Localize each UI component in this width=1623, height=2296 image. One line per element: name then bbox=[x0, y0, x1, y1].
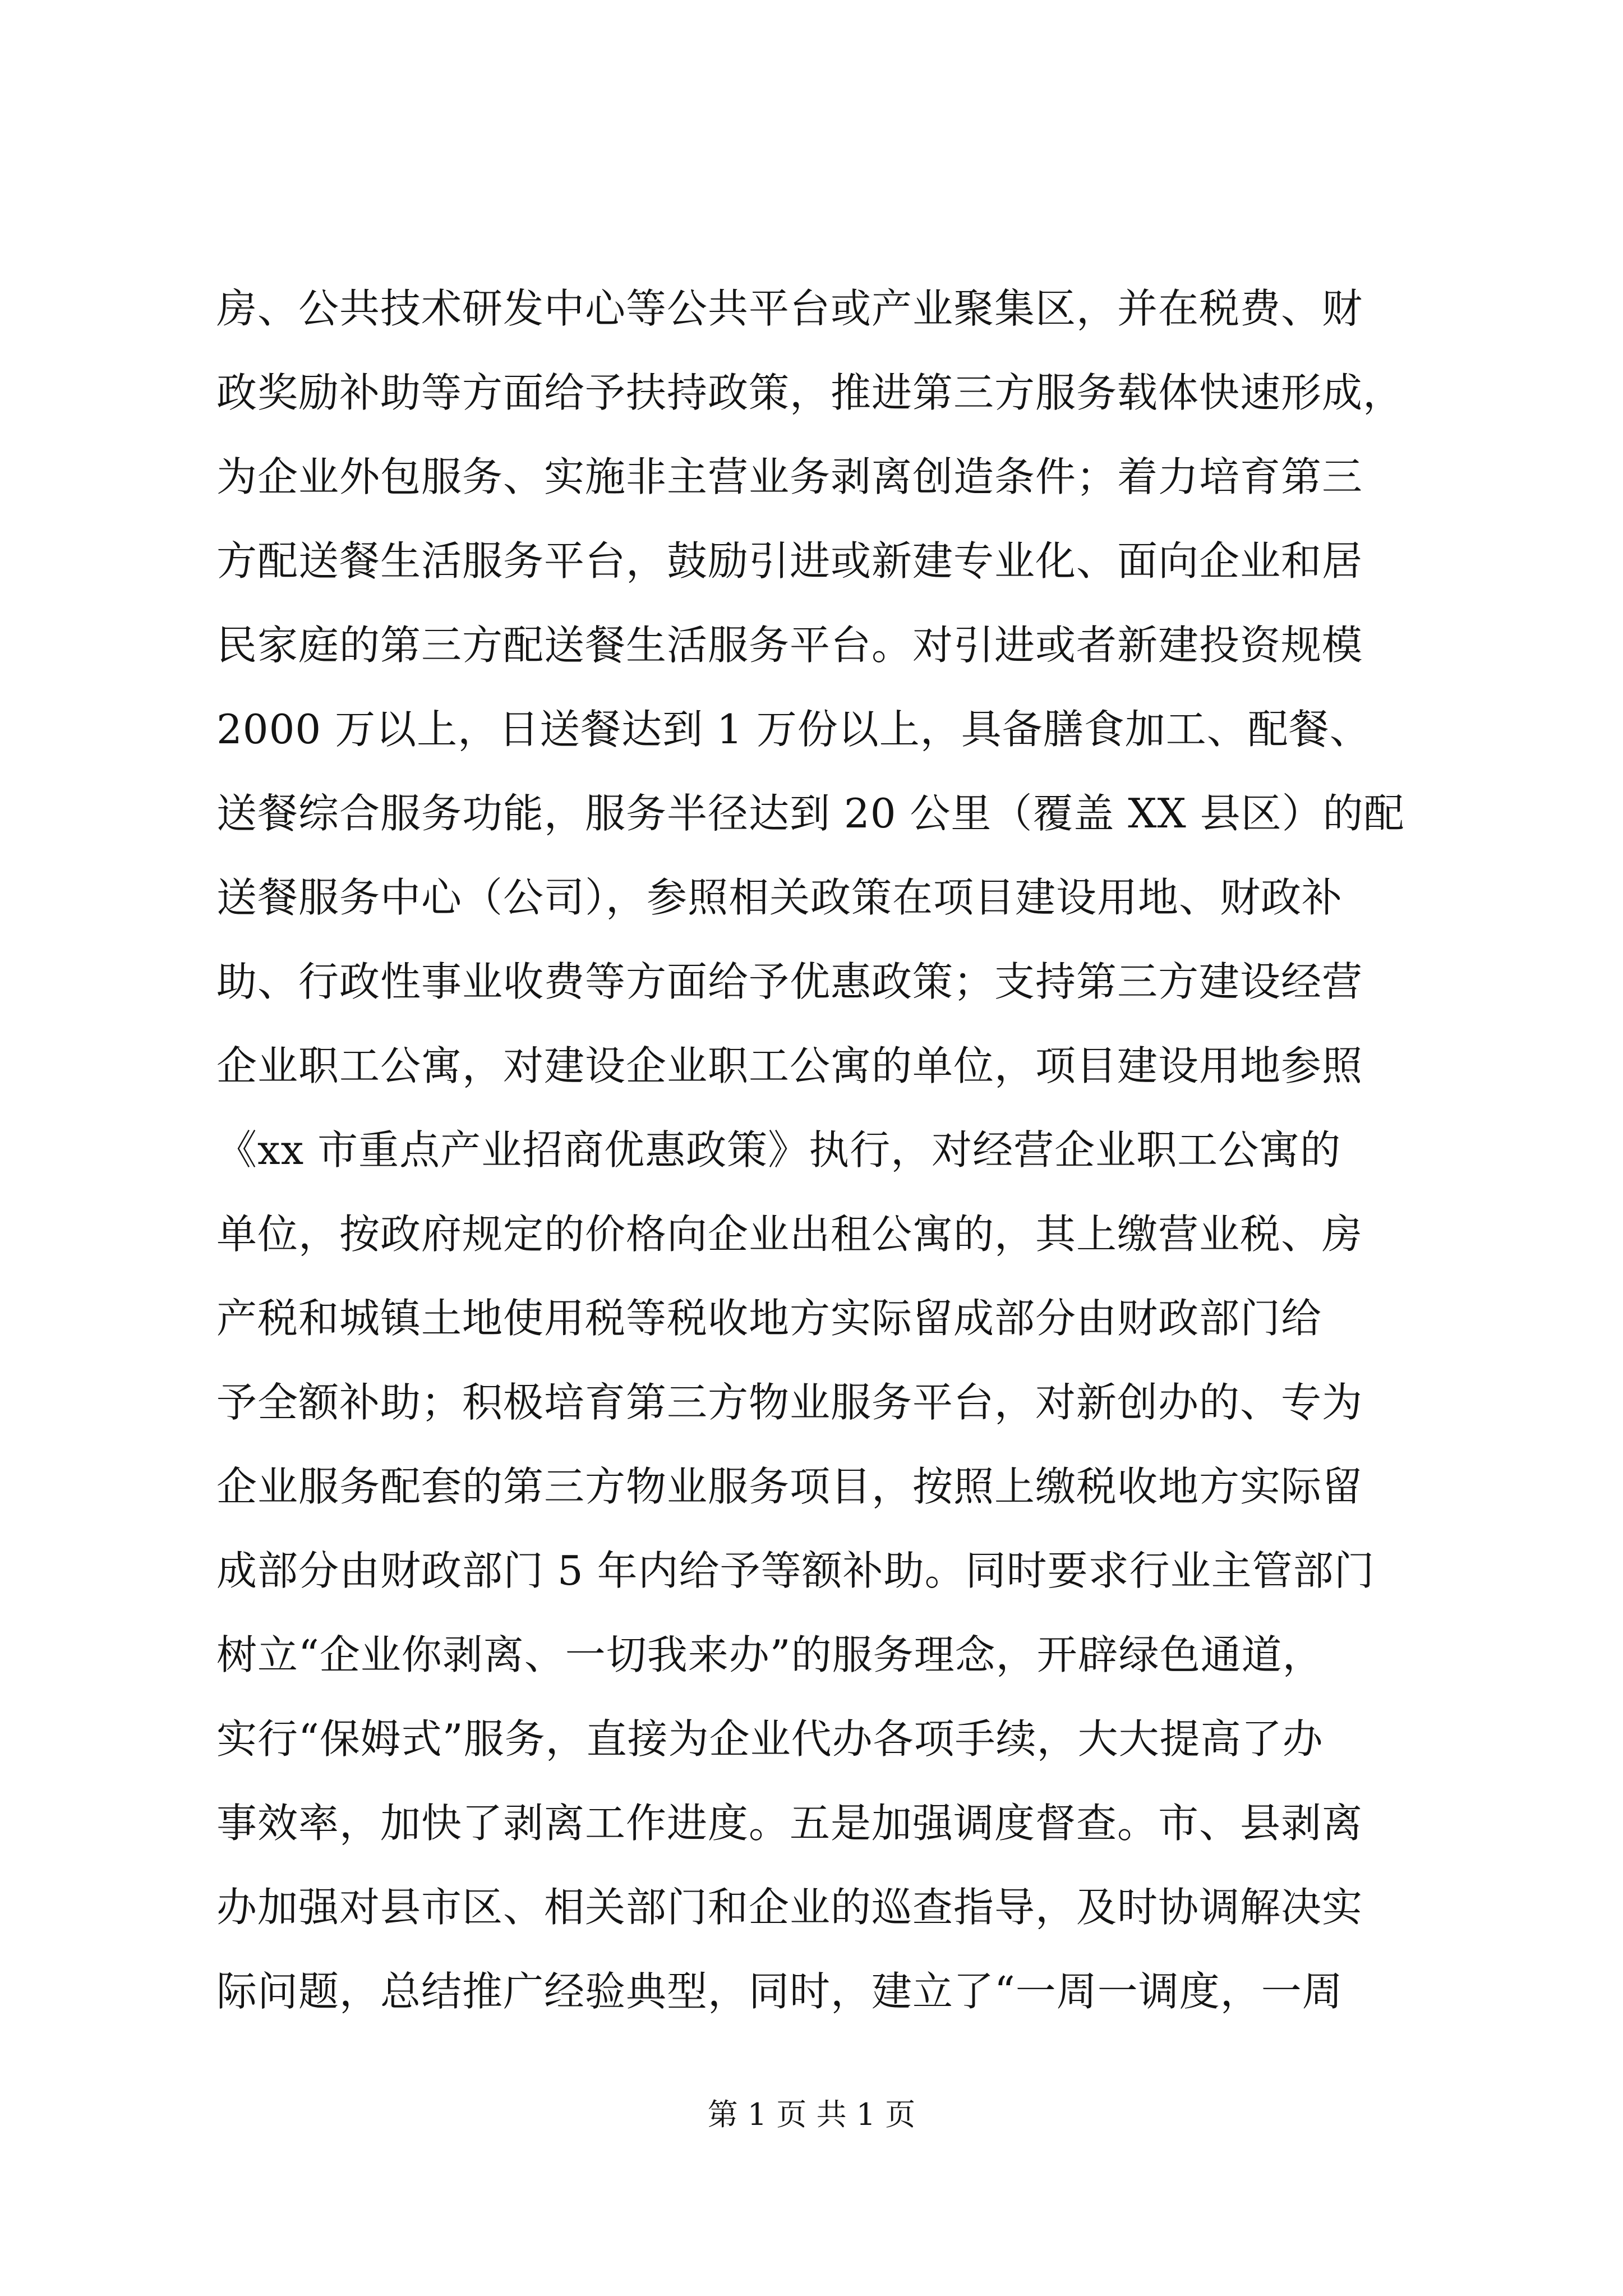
text-line: 民家庭的第三方配送餐生活服务平台。对引进或者新建投资规模 bbox=[216, 622, 1363, 669]
text-line: 送餐综合服务功能，服务半径达到 20 公里（覆盖 XX 县区）的配 bbox=[216, 790, 1405, 837]
text-line: 实行“保姆式”服务，直接为企业代办各项手续，大大提高了办 bbox=[216, 1715, 1324, 1763]
text-line: 企业服务配套的第三方物业服务项目，按照上缴税收地方实际留 bbox=[216, 1463, 1363, 1510]
body-text bbox=[216, 266, 1428, 2033]
text-line: 单位，按政府规定的价格向企业出租公寓的，其上缴营业税、房 bbox=[216, 1211, 1363, 1258]
text-line: 《xx 市重点产业招商优惠政策》执行，对经营企业职工公寓的 bbox=[216, 1126, 1341, 1174]
text-line: 房、公共技术研发中心等公共平台或产业聚集区，并在税费、财 bbox=[216, 285, 1363, 332]
text-line: 予全额补助；积极培育第三方物业服务平台，对新创办的、专为 bbox=[216, 1379, 1363, 1426]
text-line: 树立“企业你剥离、一切我来办”的服务理念，开辟绿色通道， bbox=[216, 1631, 1324, 1678]
page-number-footer: 第 1 页 共 1 页 bbox=[707, 2097, 916, 2132]
text-line: 企业职工公寓，对建设企业职工公寓的单位，项目建设用地参照 bbox=[216, 1042, 1363, 1089]
text-line: 成部分由财政部门 5 年内给予等额补助。同时要求行业主管部门 bbox=[216, 1547, 1375, 1594]
text-line: 方配送餐生活服务平台，鼓励引进或新建专业化、面向企业和居 bbox=[216, 537, 1363, 585]
text-line: 政奖励补助等方面给予扶持政策，推进第三方服务载体快速形成， bbox=[216, 369, 1404, 416]
text-line: 际问题，总结推广经验典型，同时，建立了“一周一调度，一周 bbox=[216, 1968, 1343, 2015]
text-line: 送餐服务中心（公司），参照相关政策在项目建设用地、财政补 bbox=[216, 874, 1343, 921]
text-line: 产税和城镇土地使用税等税收地方实际留成部分由财政部门给 bbox=[216, 1295, 1322, 1342]
text-line: 2000 万以上，日送餐达到 1 万份以上，具备膳食加工、配餐、 bbox=[216, 706, 1371, 753]
text-line: 为企业外包服务、实施非主营业务剥离创造条件；着力培育第三 bbox=[216, 453, 1363, 500]
text-line: 助、行政性事业收费等方面给予优惠政策；支持第三方建设经营 bbox=[216, 958, 1363, 1005]
text-line: 办加强对县市区、相关部门和企业的巡查指导，及时协调解决实 bbox=[216, 1884, 1363, 1931]
text-line: 事效率，加快了剥离工作进度。五是加强调度督查。市、县剥离 bbox=[216, 1800, 1363, 1847]
